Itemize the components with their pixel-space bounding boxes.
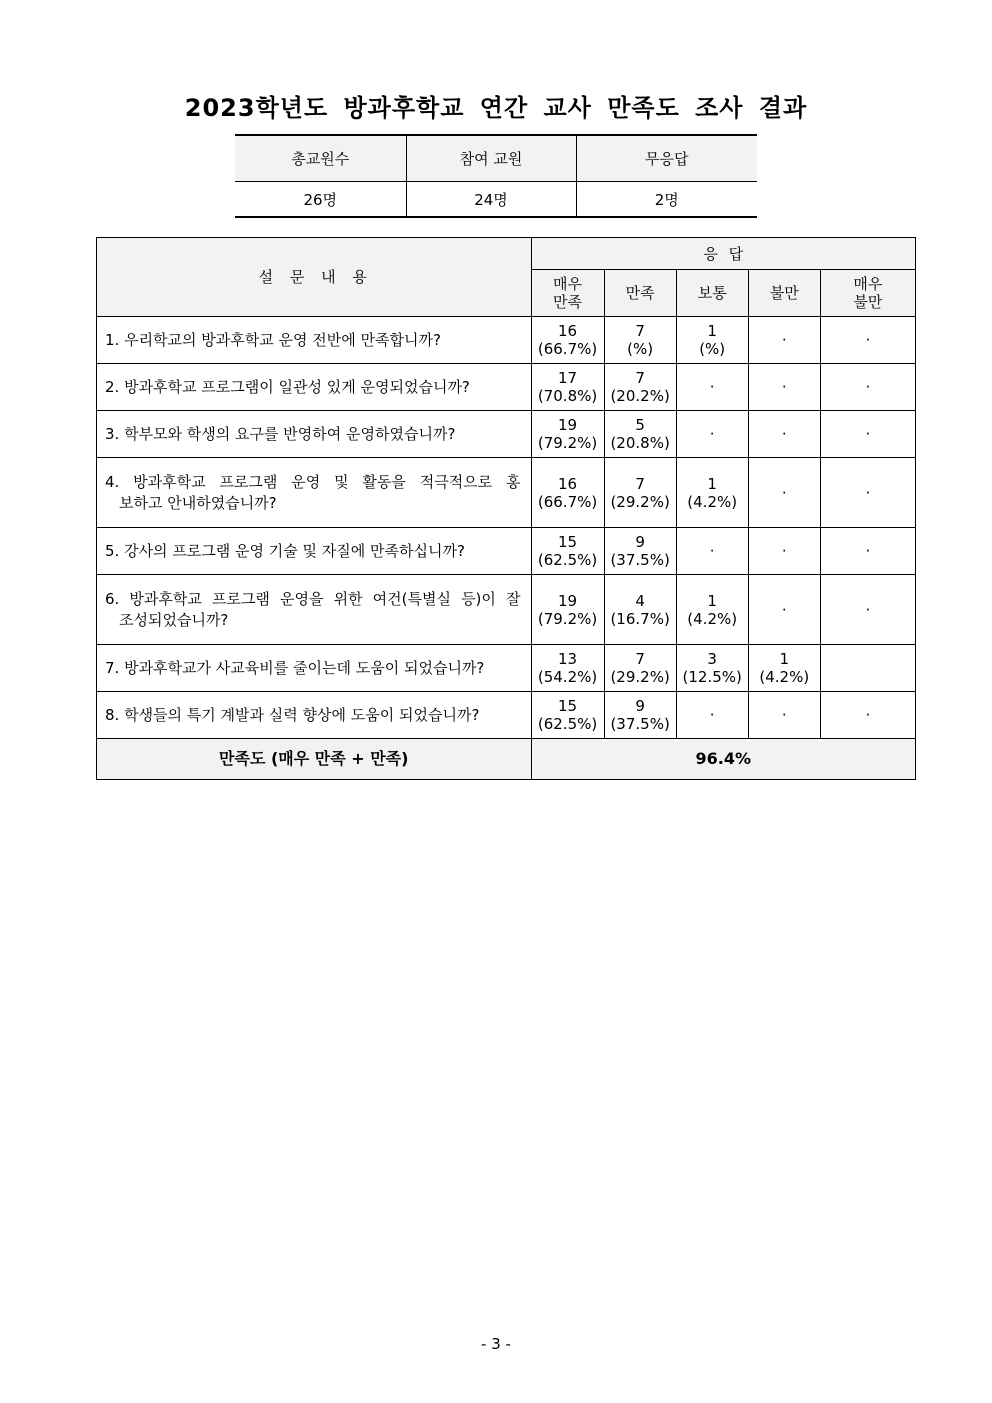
response-percent: (66.7%) (537, 340, 598, 358)
option-header (748, 270, 820, 317)
question-text: 1. 우리학교의 방과후학교 운영 전반에 만족합니까? (105, 330, 441, 349)
response-cell (604, 692, 676, 739)
response-cell (748, 364, 820, 411)
question-text: 6. 방과후학교 프로그램 운영을 위한 여건(특별실 등)이 잘 (105, 589, 521, 608)
question-text-cont: 조성되었습니까? (119, 610, 229, 629)
response-count: 19 (557, 416, 578, 434)
response-cell (531, 458, 604, 528)
response-cell (531, 317, 604, 364)
option-header-line: 만족 (625, 284, 655, 302)
response-cell (531, 364, 604, 411)
response-cell (676, 575, 748, 645)
question-header: 설 문 내 용 (97, 238, 532, 317)
response-cell (604, 317, 676, 364)
response-percent: (20.2%) (610, 387, 670, 405)
response-cell (604, 575, 676, 645)
response-cell (748, 411, 820, 458)
option-header-line: 만족 (553, 293, 583, 311)
response-cell (820, 645, 915, 692)
response-cell (748, 458, 820, 528)
survey-table (96, 237, 916, 780)
response-cell (820, 364, 915, 411)
response-count: · (865, 542, 871, 560)
response-percent: (62.5%) (537, 551, 598, 569)
response-count: 4 (635, 591, 645, 610)
response-cell (676, 411, 748, 458)
response-count: 15 (557, 697, 578, 715)
response-cell (604, 364, 676, 411)
satisfaction-row (97, 739, 916, 780)
response-count: · (781, 542, 787, 560)
response-percent: (%) (699, 340, 726, 358)
response-percent: (62.5%) (537, 715, 598, 733)
response-count: · (709, 378, 715, 396)
response-percent: (79.2%) (537, 609, 598, 628)
response-count: · (709, 425, 715, 443)
response-cell (531, 692, 604, 739)
response-count: · (865, 483, 871, 502)
response-percent: (16.7%) (610, 609, 670, 628)
response-count: · (865, 331, 871, 349)
question-text: 8. 학생들의 특기 계발과 실력 향상에 도움이 되었습니까? (105, 705, 480, 724)
option-header (820, 270, 915, 317)
question-cell (97, 528, 532, 575)
response-count: · (781, 425, 787, 443)
response-percent: (%) (627, 340, 654, 358)
option-header-line: 불만 (769, 284, 799, 302)
question-text: 2. 방과후학교 프로그램이 일관성 있게 운영되었습니까? (105, 377, 470, 396)
response-cell (820, 692, 915, 739)
option-header (604, 270, 676, 317)
response-cell (676, 364, 748, 411)
response-count: · (781, 483, 787, 502)
response-cell (604, 645, 676, 692)
survey-row (97, 575, 916, 645)
question-cell (97, 411, 532, 458)
response-percent: (29.2%) (610, 668, 670, 686)
response-count: · (781, 600, 787, 619)
response-percent: (66.7%) (537, 492, 598, 511)
survey-row (97, 458, 916, 528)
response-count: 16 (557, 322, 578, 340)
response-percent: (70.8%) (537, 387, 598, 405)
response-cell (748, 317, 820, 364)
response-count: 1 (707, 322, 717, 340)
response-cell (676, 645, 748, 692)
summary-value-total: 26명 (235, 182, 406, 218)
response-count: · (865, 600, 871, 619)
page-number: - 3 - (481, 1335, 511, 1353)
option-header-line: 보통 (697, 284, 727, 302)
response-cell (531, 575, 604, 645)
response-cell (748, 575, 820, 645)
response-count: · (865, 425, 871, 443)
response-count: 9 (635, 533, 645, 551)
response-count: · (781, 331, 787, 349)
response-count: · (709, 542, 715, 560)
survey-header-row (97, 238, 916, 270)
option-header-line: 불만 (853, 293, 883, 311)
summary-value-participants: 24명 (406, 182, 576, 218)
question-text: 3. 학부모와 학생의 요구를 반영하여 운영하였습니까? (105, 424, 456, 443)
response-cell (531, 528, 604, 575)
summary-header-no-response: 무응답 (576, 135, 757, 182)
response-count: · (781, 706, 787, 724)
survey-body (97, 317, 916, 739)
response-cell (820, 458, 915, 528)
response-count: 7 (635, 474, 645, 493)
option-header-line: 매우 (853, 275, 883, 293)
survey-row (97, 317, 916, 364)
response-count: 1 (707, 591, 717, 610)
response-count: 15 (557, 533, 578, 551)
question-cell (97, 317, 532, 364)
question-cell (97, 458, 532, 528)
survey-row (97, 411, 916, 458)
response-count: · (865, 378, 871, 396)
response-percent: (29.2%) (610, 492, 670, 511)
response-count: 7 (635, 650, 645, 668)
response-cell (748, 645, 820, 692)
survey-row (97, 364, 916, 411)
satisfaction-value: 96.4% (531, 739, 916, 780)
summary-table (235, 134, 757, 218)
response-cell (676, 692, 748, 739)
response-cell (531, 645, 604, 692)
response-cell (604, 411, 676, 458)
response-count: 1 (707, 474, 717, 493)
response-cell (820, 528, 915, 575)
option-header-line: 매우 (553, 275, 583, 293)
document-title: 2023학년도 방과후학교 연간 교사 만족도 조사 결과 (184, 94, 808, 122)
response-count: 13 (557, 650, 578, 668)
option-header (531, 270, 604, 317)
response-header: 응 답 (531, 238, 916, 270)
response-count: · (865, 706, 871, 724)
response-percent: (4.2%) (687, 609, 738, 628)
summary-header-total: 총교원수 (235, 135, 406, 182)
response-count: 1 (779, 650, 790, 668)
response-count: 7 (635, 322, 645, 340)
response-percent: (4.2%) (759, 668, 810, 686)
response-count: 19 (557, 591, 578, 610)
question-text: 4. 방과후학교 프로그램 운영 및 활동을 적극적으로 홍 (105, 472, 521, 491)
response-count: · (781, 378, 787, 396)
response-count: 17 (557, 369, 578, 387)
response-cell (604, 458, 676, 528)
option-header (676, 270, 748, 317)
response-percent: (37.5%) (610, 715, 670, 733)
response-cell (820, 411, 915, 458)
response-percent: (20.8%) (610, 434, 670, 452)
response-cell (676, 458, 748, 528)
summary-value-no-response: 2명 (576, 182, 757, 218)
survey-row (97, 645, 916, 692)
response-count: 7 (635, 369, 645, 387)
question-text: 7. 방과후학교가 사교육비를 줄이는데 도움이 되었습니까? (105, 658, 485, 677)
response-percent: (4.2%) (687, 492, 738, 511)
response-count: 16 (557, 474, 578, 493)
response-cell (531, 411, 604, 458)
response-cell (604, 528, 676, 575)
question-cell (97, 645, 532, 692)
question-text-cont: 보하고 안내하였습니까? (119, 493, 277, 512)
response-cell (820, 317, 915, 364)
satisfaction-label: 만족도 (매우 만족 + 만족) (97, 739, 532, 780)
response-percent: (37.5%) (610, 551, 670, 569)
summary-header-row (235, 135, 757, 182)
summary-header-participants: 참여 교원 (406, 135, 576, 182)
response-count: 3 (707, 650, 717, 668)
question-text: 5. 강사의 프로그램 운영 기술 및 자질에 만족하십니까? (105, 541, 465, 560)
survey-row (97, 692, 916, 739)
response-percent: (79.2%) (537, 434, 598, 452)
response-count: 5 (635, 416, 645, 434)
response-count: 9 (635, 697, 645, 715)
response-percent: (54.2%) (537, 668, 598, 686)
response-cell (676, 528, 748, 575)
response-percent: (12.5%) (682, 668, 742, 686)
response-cell (748, 528, 820, 575)
question-cell (97, 575, 532, 645)
question-cell (97, 692, 532, 739)
response-cell (820, 575, 915, 645)
response-cell (676, 317, 748, 364)
question-cell (97, 364, 532, 411)
survey-row (97, 528, 916, 575)
response-cell (748, 692, 820, 739)
summary-value-row (235, 182, 757, 218)
response-count: · (709, 706, 715, 724)
